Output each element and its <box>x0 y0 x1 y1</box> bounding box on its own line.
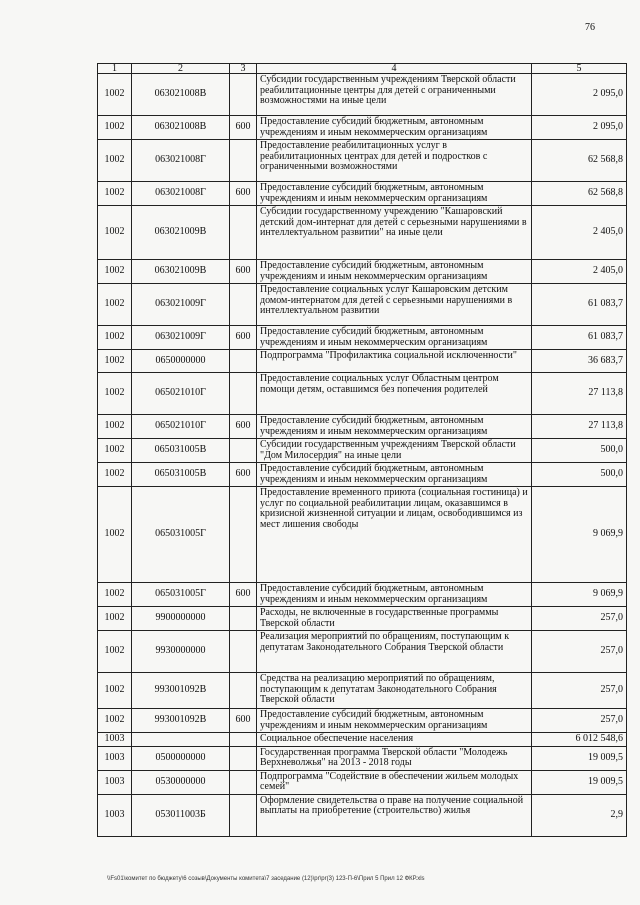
kind-cell <box>230 350 257 373</box>
code-cell <box>132 733 230 747</box>
kind-cell: 600 <box>230 415 257 439</box>
table-row <box>98 463 627 487</box>
code-cell: 993001092В <box>132 673 230 709</box>
column-header: 4 <box>257 64 532 74</box>
amount-cell: 62 568,8 <box>532 140 627 182</box>
section-cell: 1002 <box>98 709 132 733</box>
code-cell: 0500000000 <box>132 746 230 770</box>
kind-cell <box>230 733 257 747</box>
kind-cell: 600 <box>230 463 257 487</box>
code-cell: 065031005В <box>132 463 230 487</box>
table-row <box>98 673 627 709</box>
code-cell: 063021008В <box>132 74 230 116</box>
amount-cell: 500,0 <box>532 463 627 487</box>
table-row <box>98 794 627 836</box>
kind-cell <box>230 607 257 631</box>
table-row <box>98 746 627 770</box>
name-cell: Предоставление субсидий бюджетным, автономным учреждениям и иным некоммерческим организациям <box>257 583 532 607</box>
name-cell: Субсидии государственным учреждениям Тверской области реабилитационные центры для детей с ограниченными возможностями на иные цели <box>257 74 532 116</box>
code-cell: 9900000000 <box>132 607 230 631</box>
amount-cell: 2 095,0 <box>532 116 627 140</box>
name-cell: Предоставление субсидий бюджетным, автономным учреждениям и иным некоммерческим организациям <box>257 326 532 350</box>
table-row <box>98 583 627 607</box>
name-cell: Предоставление субсидий бюджетным, автономным учреждениям и иным некоммерческим организациям <box>257 415 532 439</box>
name-cell: Предоставление субсидий бюджетным, автономным учреждениям и иным некоммерческим организациям <box>257 182 532 206</box>
section-cell: 1002 <box>98 373 132 415</box>
code-cell: 063021008В <box>132 116 230 140</box>
section-cell: 1002 <box>98 206 132 260</box>
table-row <box>98 631 627 673</box>
amount-cell: 257,0 <box>532 709 627 733</box>
amount-cell: 2,9 <box>532 794 627 836</box>
name-cell: Предоставление социальных услуг Кашаровским детским домом-интернатом для детей с серьезными нарушениями в интеллектуальном развитии <box>257 284 532 326</box>
amount-cell: 2 095,0 <box>532 74 627 116</box>
section-cell: 1002 <box>98 607 132 631</box>
page-number: 76 <box>585 22 595 33</box>
section-cell: 1002 <box>98 463 132 487</box>
column-header: 5 <box>532 64 627 74</box>
section-cell: 1002 <box>98 284 132 326</box>
section-cell: 1002 <box>98 326 132 350</box>
code-cell: 063021009Г <box>132 326 230 350</box>
amount-cell: 257,0 <box>532 607 627 631</box>
kind-cell: 600 <box>230 116 257 140</box>
code-cell: 063021008Г <box>132 140 230 182</box>
name-cell: Социальное обеспечение населения <box>257 733 532 747</box>
code-cell: 065031005Г <box>132 487 230 583</box>
amount-cell: 27 113,8 <box>532 373 627 415</box>
table-row <box>98 116 627 140</box>
amount-cell: 19 009,5 <box>532 770 627 794</box>
name-cell: Оформление свидетельства о праве на получение социальной выплаты на приобретение (строительство) жилья <box>257 794 532 836</box>
kind-cell <box>230 373 257 415</box>
section-cell: 1003 <box>98 770 132 794</box>
amount-cell: 257,0 <box>532 673 627 709</box>
name-cell: Средства на реализацию мероприятий по обращениям, поступающим к депутатам Законодательного Собрания Тверской области <box>257 673 532 709</box>
table-row <box>98 415 627 439</box>
code-cell: 063021009Г <box>132 284 230 326</box>
kind-cell: 600 <box>230 709 257 733</box>
table-header-row <box>98 64 627 74</box>
kind-cell <box>230 206 257 260</box>
section-cell: 1002 <box>98 631 132 673</box>
amount-cell: 61 083,7 <box>532 326 627 350</box>
table-row <box>98 373 627 415</box>
table-row <box>98 260 627 284</box>
table-row <box>98 182 627 206</box>
name-cell: Предоставление субсидий бюджетным, автономным учреждениям и иным некоммерческим организациям <box>257 116 532 140</box>
section-cell: 1002 <box>98 350 132 373</box>
name-cell: Субсидии государственным учреждениям Тверской области "Дом Милосердия" на иные цели <box>257 439 532 463</box>
kind-cell <box>230 284 257 326</box>
table-row <box>98 709 627 733</box>
table-row <box>98 140 627 182</box>
code-cell: 065031005В <box>132 439 230 463</box>
table-row <box>98 284 627 326</box>
amount-cell: 61 083,7 <box>532 284 627 326</box>
section-cell: 1002 <box>98 487 132 583</box>
amount-cell: 2 405,0 <box>532 206 627 260</box>
section-cell: 1002 <box>98 673 132 709</box>
section-cell: 1003 <box>98 733 132 747</box>
name-cell: Предоставление реабилитационных услуг в реабилитационных центрах для детей и подростков с ограниченными возможностями <box>257 140 532 182</box>
name-cell: Предоставление субсидий бюджетным, автономным учреждениям и иным некоммерческим организациям <box>257 260 532 284</box>
section-cell: 1002 <box>98 439 132 463</box>
name-cell: Предоставление субсидий бюджетным, автономным учреждениям и иным некоммерческим организациям <box>257 463 532 487</box>
budget-table <box>97 63 627 837</box>
name-cell: Государственная программа Тверской области "Молодежь Верхневолжья" на 2013 - 2018 годы <box>257 746 532 770</box>
name-cell: Расходы, не включенные в государственные программы Тверской области <box>257 607 532 631</box>
amount-cell: 500,0 <box>532 439 627 463</box>
kind-cell <box>230 439 257 463</box>
name-cell: Субсидии государственному учреждению "Кашаровский детский дом-интернат для детей с серьезными нарушениями в интеллектуальном развитии" на иные цели <box>257 206 532 260</box>
table-row <box>98 733 627 747</box>
table-row <box>98 206 627 260</box>
name-cell: Предоставление субсидий бюджетным, автономным учреждениям и иным некоммерческим организациям <box>257 709 532 733</box>
code-cell: 0650000000 <box>132 350 230 373</box>
kind-cell <box>230 673 257 709</box>
code-cell: 065021010Г <box>132 415 230 439</box>
kind-cell: 600 <box>230 326 257 350</box>
name-cell: Подпрограмма "Содействие в обеспечении жильем молодых семей" <box>257 770 532 794</box>
file-path-footer: \\Fs01\комитет по бюджету\6 созыв\Документы комитета\7 заседание (12)\pr\pr(3) 123-П-6\Прил 5 Прил 12 ФКР.xls <box>107 876 425 882</box>
code-cell: 065021010Г <box>132 373 230 415</box>
code-cell: 063021008Г <box>132 182 230 206</box>
kind-cell <box>230 794 257 836</box>
code-cell: 063021009В <box>132 260 230 284</box>
amount-cell: 62 568,8 <box>532 182 627 206</box>
code-cell: 9930000000 <box>132 631 230 673</box>
kind-cell <box>230 140 257 182</box>
code-cell: 993001092В <box>132 709 230 733</box>
table-row <box>98 487 627 583</box>
section-cell: 1002 <box>98 260 132 284</box>
kind-cell <box>230 770 257 794</box>
table-row <box>98 607 627 631</box>
amount-cell: 6 012 548,6 <box>532 733 627 747</box>
section-cell: 1002 <box>98 74 132 116</box>
name-cell: Предоставление временного приюта (социальная гостиница) и услуг по социальной реабилитации лицам, оказавшимся в кризисной жизненной ситуации и лицам, освободившимся из мест лишения свободы <box>257 487 532 583</box>
table-row <box>98 326 627 350</box>
table-body <box>98 74 627 837</box>
kind-cell <box>230 631 257 673</box>
name-cell: Предоставление социальных услуг Областным центром помощи детям, оставшимся без попечения родителей <box>257 373 532 415</box>
section-cell: 1002 <box>98 140 132 182</box>
code-cell: 0530000000 <box>132 770 230 794</box>
amount-cell: 9 069,9 <box>532 487 627 583</box>
kind-cell <box>230 746 257 770</box>
name-cell: Подпрограмма "Профилактика социальной исключенности" <box>257 350 532 373</box>
table-row <box>98 439 627 463</box>
code-cell: 053011003Б <box>132 794 230 836</box>
table-row <box>98 74 627 116</box>
kind-cell: 600 <box>230 583 257 607</box>
table-row <box>98 350 627 373</box>
amount-cell: 27 113,8 <box>532 415 627 439</box>
section-cell: 1003 <box>98 794 132 836</box>
section-cell: 1002 <box>98 415 132 439</box>
name-cell: Реализация мероприятий по обращениям, поступающим к депутатам Законодательного Собрания Тверской области <box>257 631 532 673</box>
section-cell: 1002 <box>98 583 132 607</box>
column-header: 3 <box>230 64 257 74</box>
kind-cell <box>230 487 257 583</box>
kind-cell: 600 <box>230 260 257 284</box>
amount-cell: 257,0 <box>532 631 627 673</box>
amount-cell: 2 405,0 <box>532 260 627 284</box>
code-cell: 065031005Г <box>132 583 230 607</box>
column-header: 2 <box>132 64 230 74</box>
kind-cell <box>230 74 257 116</box>
column-header: 1 <box>98 64 132 74</box>
amount-cell: 19 009,5 <box>532 746 627 770</box>
amount-cell: 9 069,9 <box>532 583 627 607</box>
section-cell: 1002 <box>98 182 132 206</box>
amount-cell: 36 683,7 <box>532 350 627 373</box>
section-cell: 1002 <box>98 116 132 140</box>
code-cell: 063021009В <box>132 206 230 260</box>
section-cell: 1003 <box>98 746 132 770</box>
kind-cell: 600 <box>230 182 257 206</box>
table-row <box>98 770 627 794</box>
